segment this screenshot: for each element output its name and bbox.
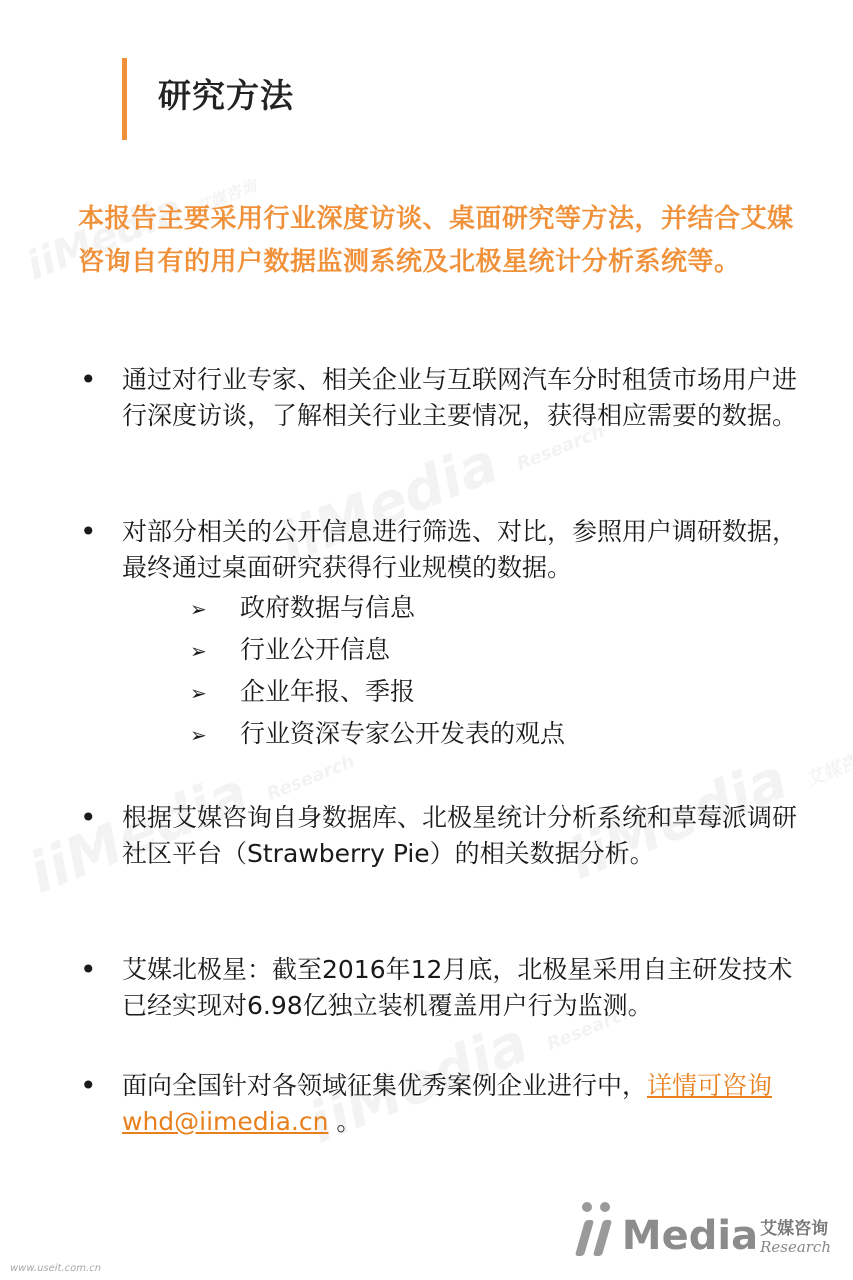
list-item-text: 通过对行业专家、相关企业与互联网汽车分时租赁市场用户进行深度访谈，了解相关行业主要情况，获得相应需要的数据。 [122, 365, 798, 430]
bullet-icon: • [80, 801, 97, 834]
sub-list-item-text: 行业资深专家公开发表的观点 [240, 719, 566, 748]
logo-brand-text: Media [621, 1213, 759, 1259]
sub-list-item [190, 716, 565, 753]
page-title: 研究方法 [158, 76, 294, 115]
sub-list-item-text: 行业公开信息 [240, 635, 391, 664]
list-item-text [122, 1068, 800, 1140]
bullet-icon: • [80, 515, 97, 548]
site-url: www.useit.com.cn [10, 1263, 102, 1274]
list-item [80, 514, 800, 586]
intro-text: 本报告主要采用行业深度访谈、桌面研究等方法，并结合艾媒咨询自有的用户数据监测系统及北极星统计分析系统等。 [78, 204, 794, 277]
logo-mark-icon [576, 1200, 616, 1258]
list-item [80, 1068, 800, 1140]
list-item [80, 800, 800, 872]
arrow-bullet-icon: ➢ [190, 639, 207, 663]
logo-en-text: Research [760, 1238, 831, 1256]
list-item [80, 952, 800, 1024]
iimedia-logo [576, 1198, 831, 1258]
logo-zh-text: 艾媒咨询 [760, 1219, 829, 1239]
arrow-bullet-icon: ➢ [190, 681, 207, 705]
list-item-text-after: 。 [336, 1107, 362, 1136]
list-item-text: 对部分相关的公开信息进行筛选、对比，参照用户调研数据，最终通过桌面研究获得行业规模的数据。 [122, 517, 798, 582]
bullet-icon: • [80, 953, 97, 986]
list-item-text: 艾媒北极星：截至2016年12月底，北极星采用自主研发技术已经实现对6.98亿独立装机覆盖用户行为监测。 [122, 955, 793, 1020]
arrow-bullet-icon: ➢ [190, 723, 207, 747]
bullet-icon: • [80, 363, 97, 396]
contact-email-link[interactable]: 详情可咨询whd@iimedia.cn [122, 1071, 773, 1136]
arrow-bullet-icon: ➢ [190, 597, 207, 621]
sub-list-item [190, 632, 390, 669]
list-item-text-before: 面向全国针对各领域征集优秀案例企业进行中， [122, 1071, 648, 1100]
list-item [80, 362, 800, 434]
sub-list-item [190, 674, 415, 711]
sub-list-item-text: 政府数据与信息 [240, 593, 416, 622]
list-item-text: 根据艾媒咨询自身数据库、北极星统计分析系统和草莓派调研社区平台（Strawberry Pie）的相关数据分析。 [122, 803, 798, 868]
title-accent-bar [122, 58, 127, 140]
sub-list-item [190, 590, 415, 627]
bullet-icon: • [80, 1069, 97, 1102]
sub-list-item-text: 企业年报、季报 [240, 677, 416, 706]
